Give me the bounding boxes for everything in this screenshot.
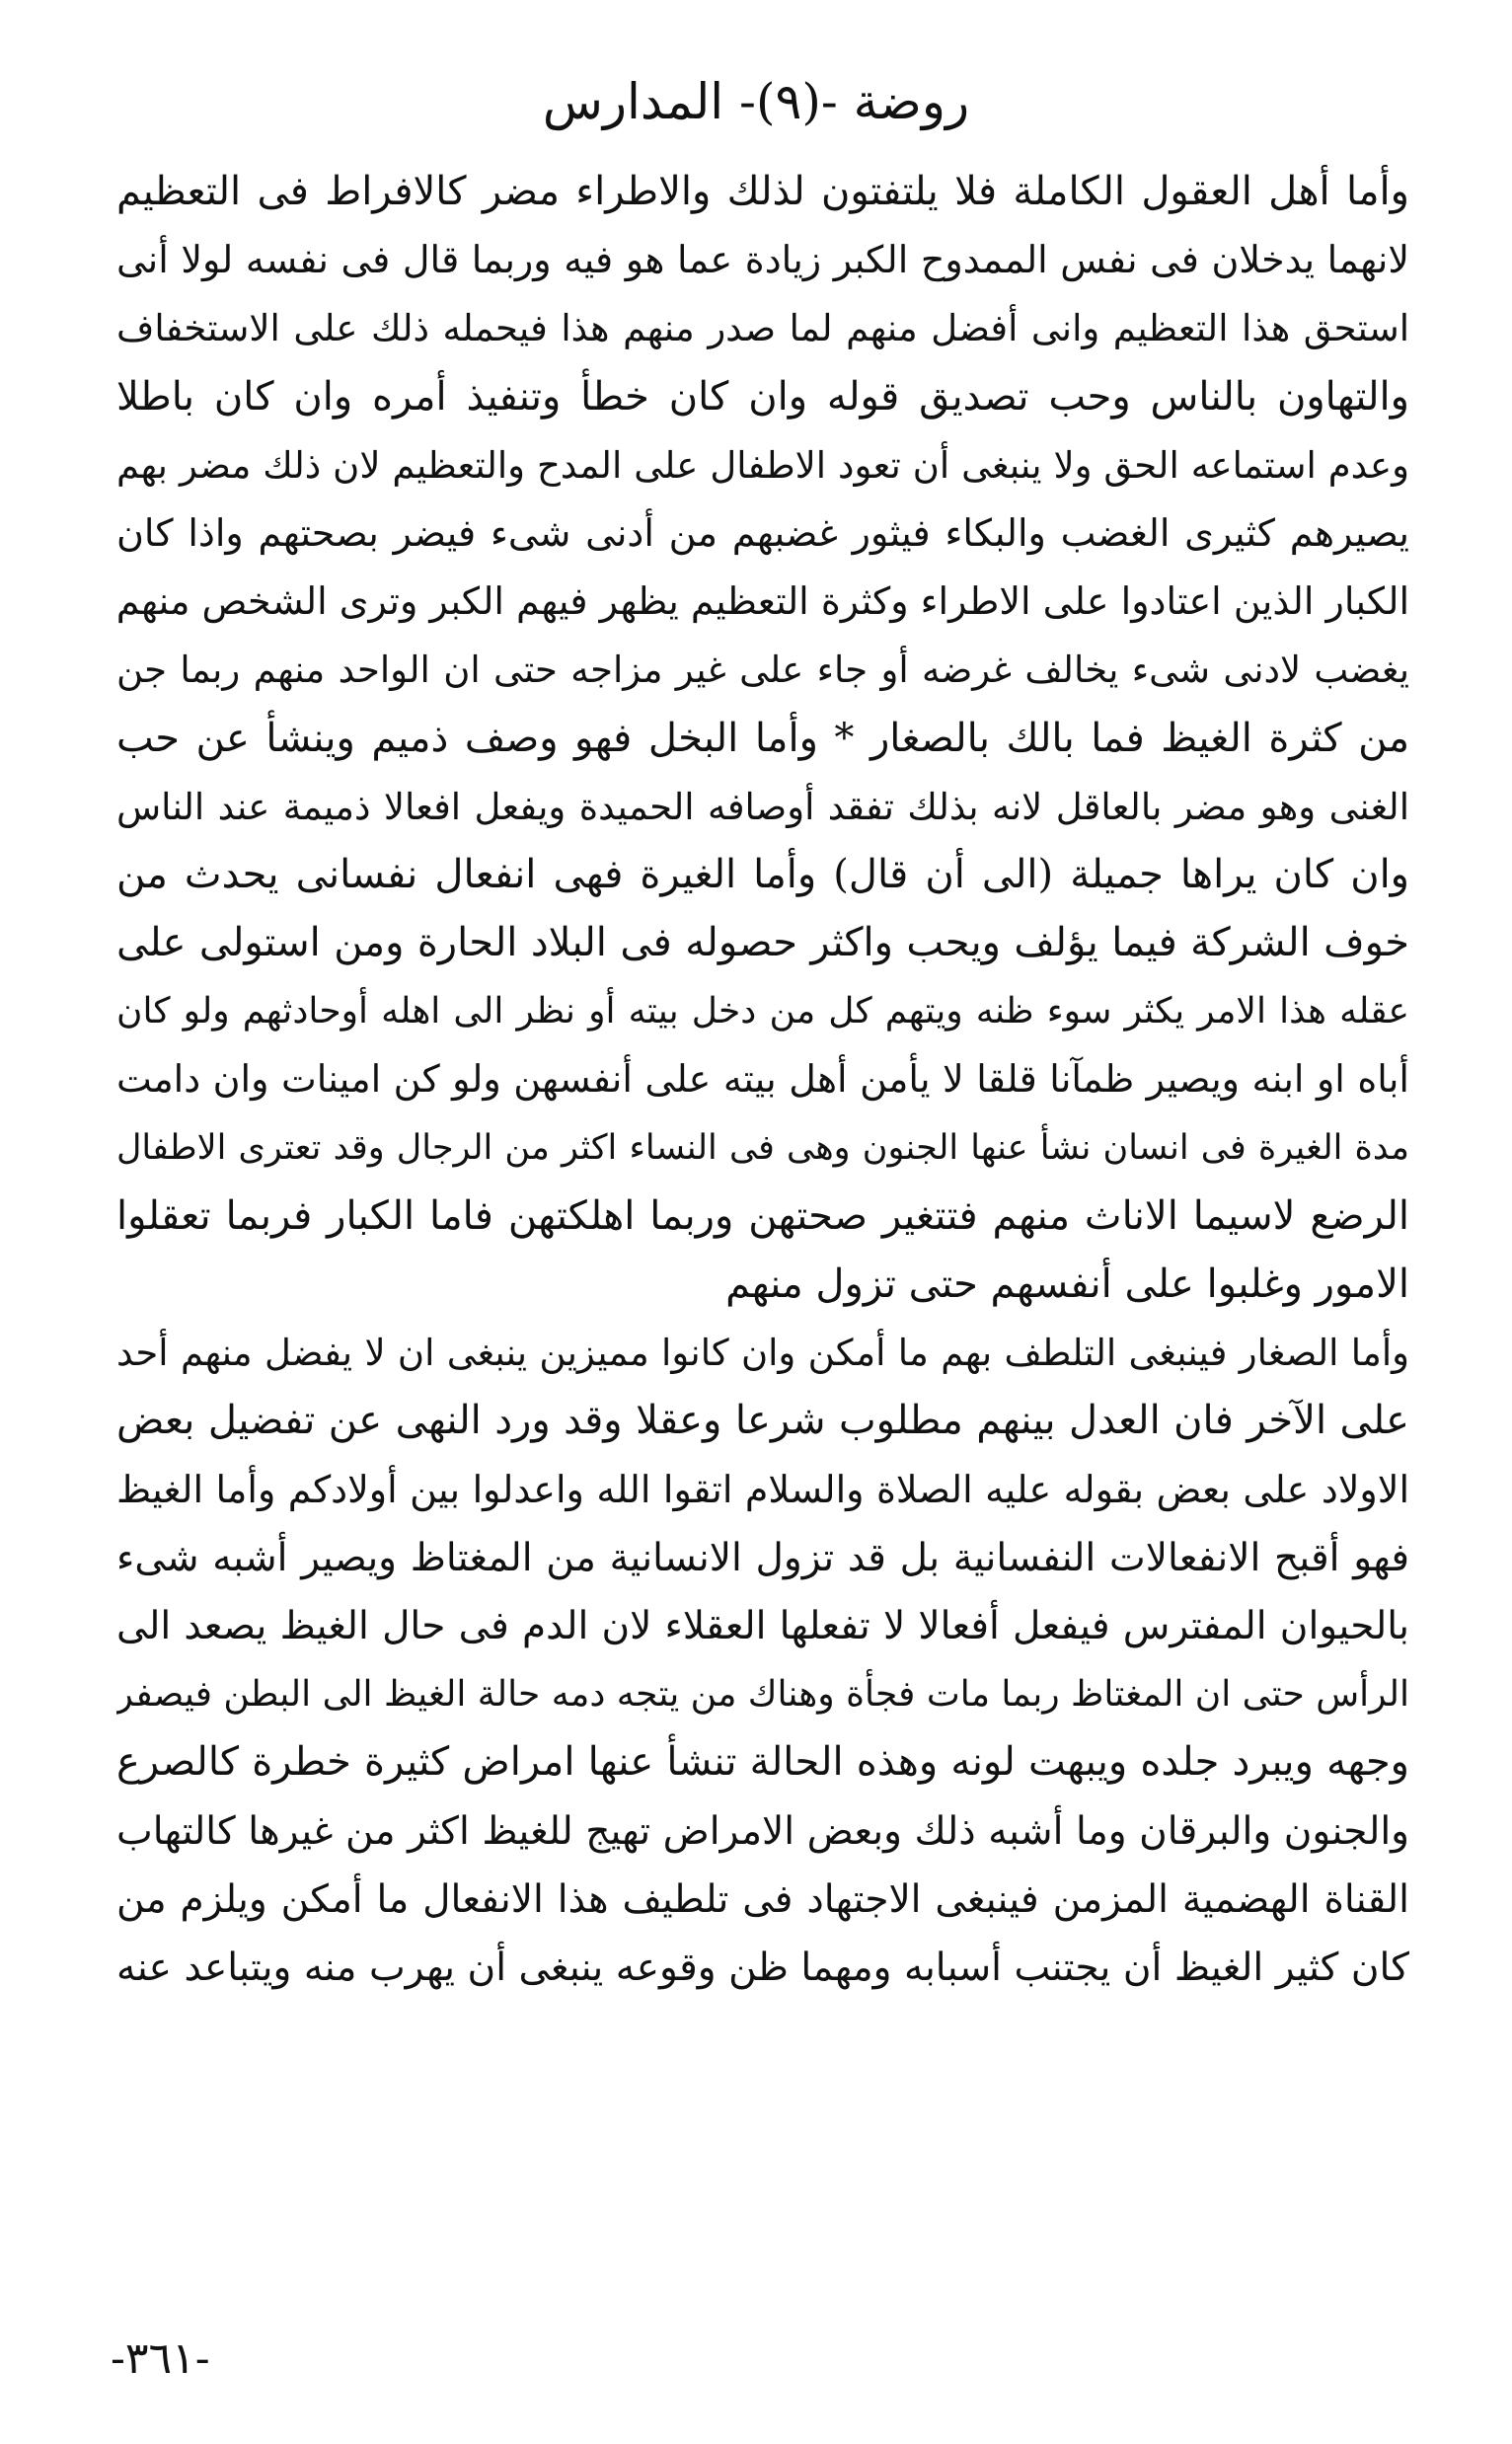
text-line: والتهاون بالناس وحب تصديق قوله وان كان خطأ وتنفيذ أمره وان كان باطلا bbox=[116, 373, 1409, 420]
text-line: الاولاد على بعض بقوله عليه الصلاة والسلام اتقوا الله واعدلوا بين أولادكم وأما الغيظ bbox=[116, 1467, 1409, 1511]
text-line: وأما الصغار فينبغى التلطف بهم ما أمكن وان كانوا مميزين ينبغى ان لا يفضل منهم أحد bbox=[116, 1332, 1409, 1375]
body-text bbox=[116, 158, 1409, 2002]
text-line: الرأس حتى ان المغتاظ ربما مات فجأة وهناك من يتجه دمه حالة الغيظ الى البطن فيصفر bbox=[116, 1674, 1409, 1716]
text-line: خوف الشركة فيما يؤلف ويحب واكثر حصوله فى البلاد الحارة ومن استولى على bbox=[116, 920, 1409, 966]
text-line: الغنى وهو مضر بالعاقل لانه بذلك تفقد أوصافه الحميدة ويفعل افعالا ذميمة عند الناس bbox=[116, 785, 1409, 828]
text-line: وان كان يراها جميلة (الى أن قال) وأما الغيرة فهى انفعال نفسانى يحدث من bbox=[116, 851, 1409, 897]
text-line: عقله هذا الامر يكثر سوء ظنه ويتهم كل من دخل بيته أو نظر الى اهله أوحادثهم ولو كان bbox=[116, 991, 1409, 1032]
text-line: وأما أهل العقول الكاملة فلا يلتفتون لذلك والاطراء مضر كالافراط فى التعظيم bbox=[116, 169, 1409, 214]
text-line: فهو أقبح الانفعالات النفسانية بل قد تزول الانسانية من المغتاظ ويصير أشبه شىء bbox=[116, 1535, 1409, 1580]
text-line: الرضع لاسيما الاناث منهم فتتغير صحتهن وربما اهلكتهن فاما الكبار فربما تعقلوا bbox=[116, 1192, 1409, 1239]
text-line: أباه او ابنه ويصير ظمآنا قلقا لا يأمن أهل بيته على أنفسهن ولو كن امينات وان دامت bbox=[116, 1057, 1409, 1102]
text-line: مدة الغيرة فى انسان نشأ عنها الجنون وهى فى النساء اكثر من الرجال وقد تعترى الاطفال bbox=[116, 1127, 1409, 1168]
text-line: من كثرة الغيظ فما بالك بالصغار * وأما البخل فهو وصف ذميم وينشأ عن حب bbox=[116, 715, 1409, 761]
text-line: وعدم استماعه الحق ولا ينبغى أن تعود الاطفال على المدح والتعظيم لان ذلك مضر بهم bbox=[116, 443, 1409, 487]
page-number: -٣٦١- bbox=[111, 2333, 210, 2384]
text-line: الكبار الذين اعتادوا على الاطراء وكثرة التعظيم يظهر فيهم الكبر وترى الشخص منهم bbox=[116, 579, 1409, 624]
text-line: لانهما يدخلان فى نفس الممدوح الكبر زيادة عما هو فيه وربما قال فى نفسه لولا أنى bbox=[116, 238, 1409, 282]
text-line: القناة الهضمية المزمن فينبغى الاجتهاد فى تلطيف هذا الانفعال ما أمكن ويلزم من bbox=[116, 1876, 1409, 1922]
text-line: كان كثير الغيظ أن يجتنب أسبابه ومهما ظن وقوعه ينبغى أن يهرب منه ويتباعد عنه bbox=[116, 1945, 1409, 1990]
text-line: استحق هذا التعظيم وانى أفضل منهم لما صدر منهم هذا فيحمله ذلك على الاستخفاف bbox=[116, 307, 1409, 350]
text-line: يصيرهم كثيرى الغضب والبكاء فيثور غضبهم من أدنى شىء فيضر بصحتهم واذا كان bbox=[116, 510, 1409, 555]
text-line: بالحيوان المفترس فيفعل أفعالا لا تفعلها العقلاء لان الدم فى حال الغيظ يصعد الى bbox=[116, 1603, 1409, 1648]
text-line: والجنون والبرقان وما أشبه ذلك وبعض الامراض تهيج للغيظ اكثر من غيرها كالتهاب bbox=[116, 1808, 1409, 1854]
text-line: على الآخر فان العدل بينهم مطلوب شرعا وعقلا وقد ورد النهى عن تفضيل بعض bbox=[116, 1398, 1409, 1444]
text-line: الامور وغلبوا على أنفسهم حتى تزول منهم bbox=[725, 1261, 1409, 1307]
text-line: وجهه ويبرد جلده ويبهت لونه وهذه الحالة تنشأ عنها امراض كثيرة خطرة كالصرع bbox=[116, 1739, 1409, 1786]
text-line: يغضب لادنى شىء يخالف غرضه أو جاء على غير مزاجه حتى ان الواحد منهم ربما جن bbox=[116, 649, 1409, 692]
running-header: روضة -(٩)- المدارس bbox=[542, 73, 970, 130]
